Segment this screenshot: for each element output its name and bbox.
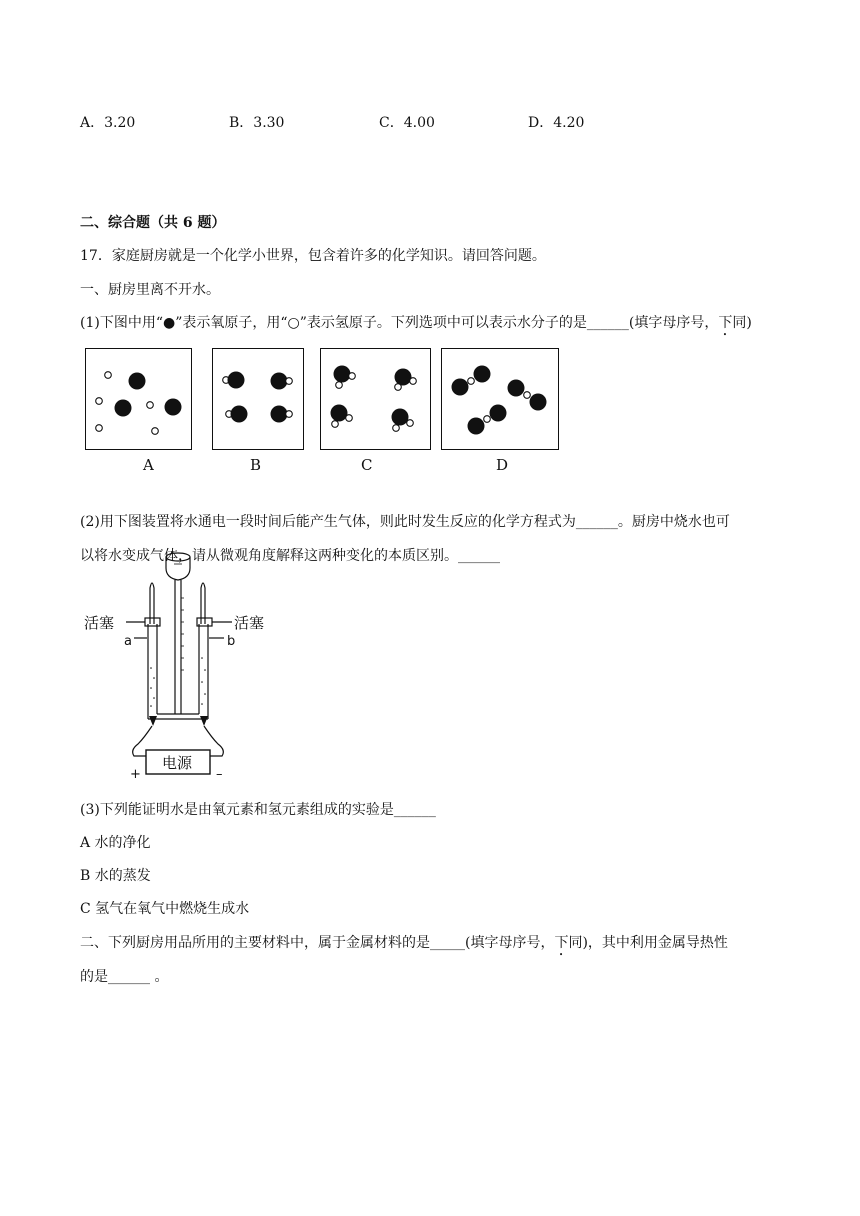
- sub-question-1: [80, 313, 752, 339]
- stopcock-label-right: 活塞: [234, 614, 265, 632]
- molecule-diagram-b: [212, 348, 304, 450]
- answer-blank: ______: [108, 969, 150, 985]
- minus-sign: –: [216, 767, 223, 782]
- answer-blank: _____: [430, 935, 465, 951]
- part2-text-2-end: 。: [150, 969, 169, 985]
- sub-question-3: [80, 800, 436, 820]
- section-title: 二、综合题（共 6 题）: [80, 215, 226, 231]
- sub3-option-a: A 水的净化: [80, 835, 151, 851]
- option-d: D．4.20: [528, 115, 585, 131]
- tube-label-b: b: [227, 634, 236, 649]
- sub2-text: (2)用下图装置将水通电一段时间后能产生气体，则此时发生反应的化学方程式为: [80, 514, 576, 530]
- sub2-text-end: 。厨房中烧水也可: [617, 514, 730, 530]
- sub3-option-c: C 氢气在氧气中燃烧生成水: [80, 901, 250, 917]
- part2-text: 二、下列厨房用品所用的主要材料中，属于金属材料的是: [80, 935, 430, 951]
- sub3-option-b: B 水的蒸发: [80, 868, 151, 884]
- option-c: C．4.00: [379, 115, 435, 131]
- part2-text-2: 的是: [80, 969, 108, 985]
- sub1-note: (填字母序号，: [628, 315, 719, 331]
- diagram-label-c: C: [361, 456, 373, 474]
- option-b: B．3.30: [229, 115, 285, 131]
- sub1-text: (1)下图中用“●”表示氧原子，用“○”表示氢原子。下列选项中可以表示水分子的是: [80, 315, 587, 331]
- answer-blank: ______: [393, 802, 436, 818]
- sub2-text-2: 以将水变成气体，请从微观角度解释这两种变化的本质区别。: [80, 548, 458, 564]
- part2-line1: [80, 933, 728, 959]
- plus-sign: +: [130, 767, 141, 782]
- answer-blank: ______: [586, 315, 629, 331]
- stopcock-label-left: 活塞: [84, 614, 115, 632]
- answer-blank: ______: [575, 514, 618, 530]
- answer-blank: ______: [458, 548, 500, 564]
- power-label: 电源: [162, 754, 193, 772]
- molecule-diagram-d: [441, 348, 559, 450]
- part2-line2: [80, 967, 168, 987]
- diagram-label-b: B: [250, 456, 262, 474]
- part1-heading: 一、厨房里离不开水。: [80, 282, 220, 298]
- sub-question-2-line1: [80, 512, 730, 532]
- diagram-label-d: D: [496, 456, 509, 474]
- emphasis-char: 下: [718, 315, 733, 331]
- option-a: A．3.20: [80, 115, 136, 131]
- molecule-diagram-a: [85, 348, 192, 450]
- part2-note: (填字母序号，: [465, 935, 555, 951]
- electrolysis-apparatus: [82, 548, 292, 784]
- emphasis-char: 下: [554, 935, 569, 951]
- part2-text-end: 同)，其中利用金属导热性: [568, 935, 728, 951]
- diagram-label-a: A: [143, 456, 154, 474]
- sub1-note-end: 同): [732, 315, 752, 331]
- question-stem: 17．家庭厨房就是一个化学小世界，包含着许多的化学知识。请回答问题。: [80, 248, 546, 264]
- tube-label-a: a: [124, 634, 132, 649]
- sub3-text: (3)下列能证明水是由氧元素和氢元素组成的实验是: [80, 802, 394, 818]
- molecule-diagram-c: [320, 348, 431, 450]
